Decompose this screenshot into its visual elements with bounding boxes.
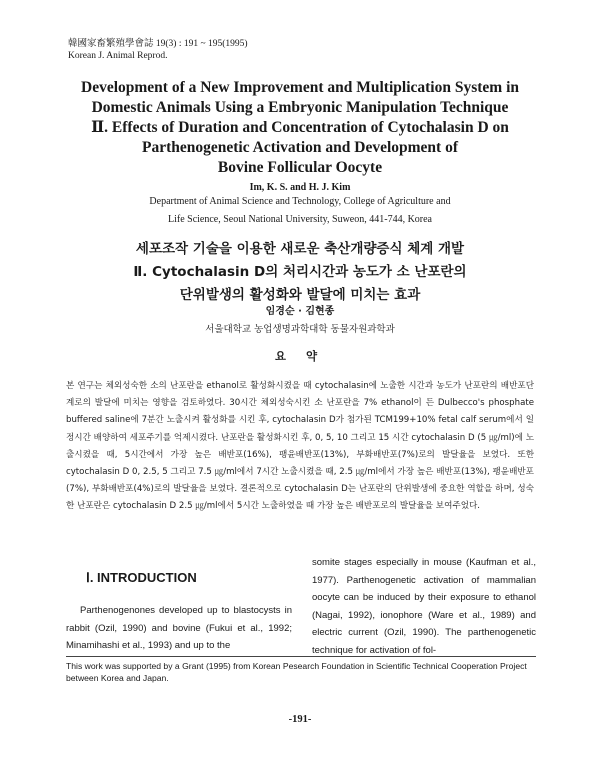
abstract-text: 본 연구는 체외성숙한 소의 난포란을 ethanol로 활성화시켰을 때 cytochalasin에 노출한 시간과 농도가 난포란의 배반포단계로의 발달에 미치는 영향을 검토하였다. 30시간 체외성숙시킨 소 난포란을 7% ethanol이 든 Dulbecco's phosphate buffered saline에 7분간 노출시켜 활성화를 시킨 후, cytochalasin D가 첨가된 TCM199+10% fetal calf serum에서 일정시간 배양하여 세포주기를 억제시켰다. 난포란을 활성화시킨 후, 0, 5, 10 그리고 15 시간 cytochalasin D (5 ㎍/ml)에 노출시켰을 때, 5시간에서 가장 높은 배반포(16%), 팽윤배반포(13%), 부화배반포(7%)로의 발달율을 보였다. 또한 cytochalasin D 0, 2.5, 5 그리고 7.5 ㎍/ml에서 7시간 노출시켰을 때, 2.5 ㎍/ml에서 가장 높은 배반포(13%), 팽윤배반포(7%), 부화배반포(4%)로의 발달율을 보였다. 결론적으로 cytochalasin D는 난포란의 단위발생에 중요한 역할을 하며, 성숙한 난포란은 cytochalasin D 2.5 ㎍/ml에서 5시간 노출하였을 때 가장 높은 배반포로의 발달율을 보여주었다. — [66, 381, 534, 512]
introduction-heading: Ⅰ. INTRODUCTION — [86, 570, 197, 585]
abstract-heading: 요 약 — [274, 349, 326, 363]
funding-footnote: This work was supported by a Grant (1995) from Korean Pesearch Foundation in Scientific Technical Cooperation Project between Korea and Japan. — [66, 661, 527, 683]
korean-title-line-3: 단위발생의 활성화와 발달에 미치는 효과 — [179, 287, 421, 303]
english-authors: Im, K. S. and H. J. Kim — [249, 182, 351, 193]
korean-authors: 임경순 · 김현종 — [265, 306, 335, 317]
journal-header — [68, 38, 248, 62]
title-line-4: Parthenogenetic Activation and Development of — [142, 139, 458, 156]
introduction-right-text: somite stages especially in mouse (Kaufman et al., 1977). Parthenogenetic activation of mammalian oocyte can be induced by their exposure to ethanol (Nagai, 1992), ionophore (Ware et al., 1989) and electric current (Ozil, 1990). The parthenogenetic technique for activation of fol- — [312, 557, 536, 656]
footnote-divider — [66, 656, 536, 657]
korean-title-line-2: Ⅱ. Cytochalasin D의 처리시간과 농도가 소 난포란의 — [133, 264, 467, 280]
title-line-3: Ⅱ. Effects of Duration and Concentration of Cytochalasin D on — [91, 119, 509, 136]
introduction-left-text: Parthenogenones developed up to blastocysts in rabbit (Ozil, 1990) and bovine (Fukui et al., 1992; Minamihashi et al., 1993) and up to the — [66, 605, 292, 652]
journal-citation: 韓國家畜繁殖學會誌 19(3) : 191 ~ 195(1995) — [68, 39, 248, 49]
page-number: -191- — [288, 714, 312, 725]
english-affiliation-line-2: Life Science, Seoul National University, Suweon, 441-744, Korea — [167, 214, 432, 225]
english-affiliation-line-1: Department of Animal Science and Technology, College of Agriculture and — [149, 196, 451, 207]
korean-affiliation: 서울대학교 농업생명과학대학 동물자원과학과 — [205, 324, 395, 335]
title-line-2: Domestic Animals Using a Embryonic Manipulation Technique — [91, 99, 509, 116]
journal-name-english: Korean J. Animal Reprod. — [68, 51, 168, 61]
left-column — [66, 566, 292, 655]
korean-title-block — [40, 238, 560, 307]
korean-title-line-1: 세포조작 기술을 이용한 새로운 축산개량증식 체계 개발 — [135, 241, 465, 257]
title-line-5: Bovine Follicular Oocyte — [217, 159, 383, 176]
abstract-body — [66, 378, 534, 516]
right-column — [312, 554, 536, 660]
title-line-1: Development of a New Improvement and Multiplication System in — [81, 79, 519, 96]
english-title-block — [40, 78, 560, 229]
